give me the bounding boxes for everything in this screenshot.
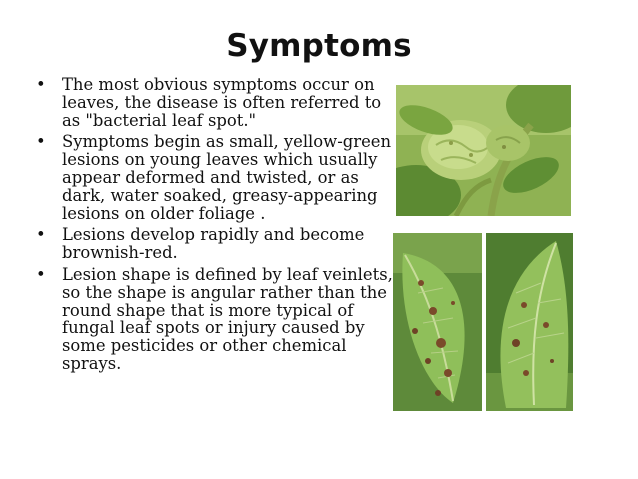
young-leaves-photo xyxy=(396,85,571,216)
bullet-text: Lesions develop rapidly and become brownish-red. xyxy=(62,225,365,263)
list-item xyxy=(36,76,396,129)
bullet-marker: • xyxy=(36,264,46,284)
bullet-marker: • xyxy=(36,132,46,152)
bullet-text: The most obvious symptoms occur on leaves, the disease is often referred to as "bacterial leaf spot." xyxy=(62,75,382,130)
list-item xyxy=(36,133,396,222)
bullet-text: Lesion shape is defined by leaf veinlets, so the shape is angular rather than the round shape that is more typical of fungal leaf spots or injury caused by some pesticides or other chemical sprays. xyxy=(62,264,393,373)
symptom-list xyxy=(36,76,396,377)
bullet-marker: • xyxy=(36,75,46,94)
lesion-leaf-photo-right xyxy=(486,233,573,411)
list-item xyxy=(36,226,396,262)
bullet-marker: • xyxy=(36,225,46,245)
list-item xyxy=(36,266,396,373)
slide-title: Symptoms xyxy=(226,28,412,64)
bullet-text: Symptoms begin as small, yellow-green lesions on young leaves which usually appear deformed and twisted, or as dark, water soaked, greasy-appearing lesions on older foliage . xyxy=(62,132,392,223)
lesion-leaf-photo-left xyxy=(393,233,482,411)
